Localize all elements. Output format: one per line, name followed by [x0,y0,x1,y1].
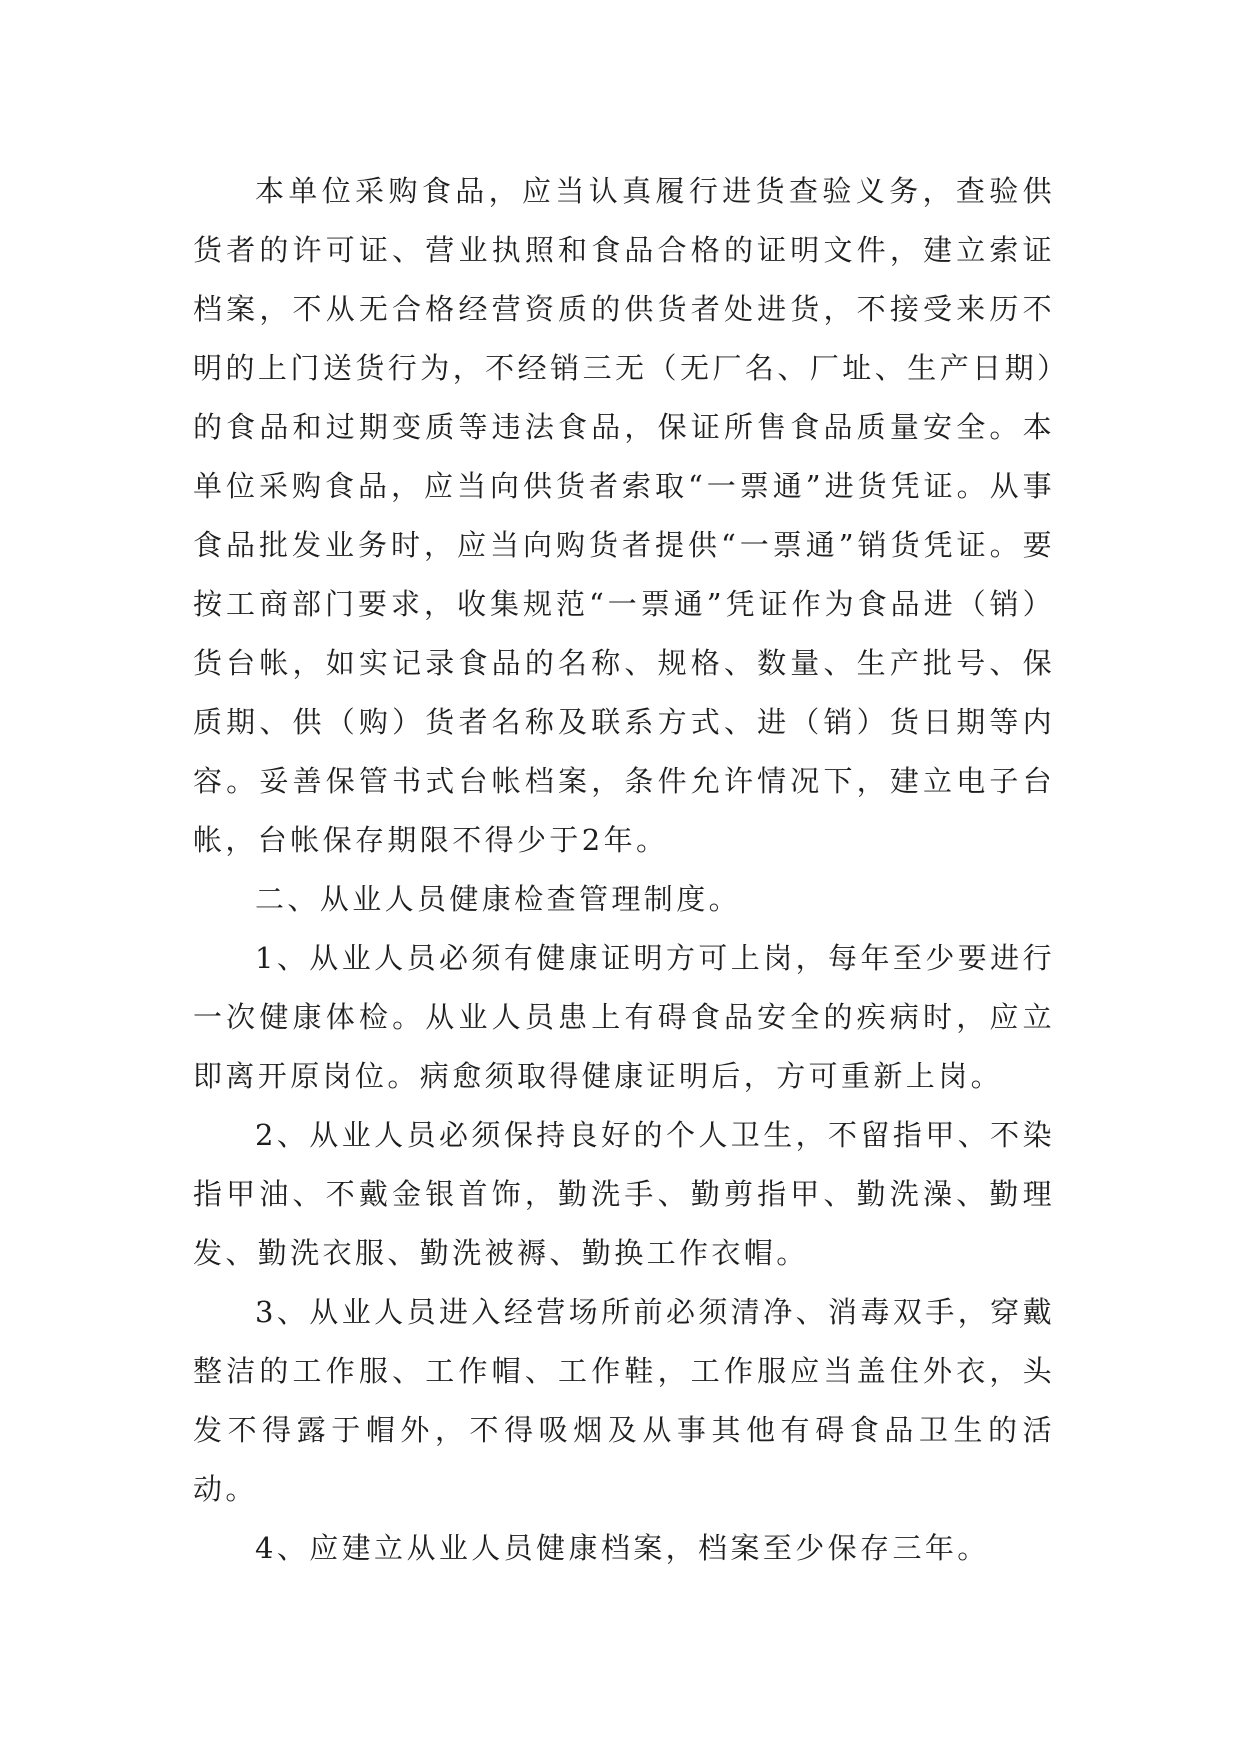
paragraph-purchase-inspection: 本单位采购食品，应当认真履行进货查验义务，查验供货者的许可证、营业执照和食品合格的证明文件，建立索证档案，不从无合格经营资质的供货者处进货，不接受来历不明的上门送货行为，不经销三无（无厂名、厂址、生产日期）的食品和过期变质等违法食品，保证所售食品质量安全。本单位采购食品，应当向供货者索取“一票通”进货凭证。从事食品批发业务时，应当向购货者提供“一票通”销货凭证。要按工商部门要求，收集规范“一票通”凭证作为食品进（销）货台帐，如实记录食品的名称、规格、数量、生产批号、保质期、供（购）货者名称及联系方式、进（销）货日期等内容。妥善保管书式台帐档案，条件允许情况下，建立电子台帐，台帐保存期限不得少于2年。 [193,174,1055,857]
paragraph-item-1: 1、从业人员必须有健康证明方可上岗，每年至少要进行一次健康体检。从业人员患上有碍食品安全的疾病时，应立即离开原岗位。病愈须取得健康证明后，方可重新上岗。 [193,941,1055,1093]
paragraph-item-4: 4、应建立从业人员健康档案，档案至少保存三年。 [255,1531,990,1565]
paragraph-item-2: 2、从业人员必须保持良好的个人卫生，不留指甲、不染指甲油、不戴金银首饰，勤洗手、勤剪指甲、勤洗澡、勤理发、勤洗衣服、勤洗被褥、勤换工作衣帽。 [193,1118,1055,1270]
document-body [193,162,1055,1578]
section-heading-health-check: 二、从业人员健康检查管理制度。 [255,882,742,916]
paragraph-item-3: 3、从业人员进入经营场所前必须清净、消毒双手，穿戴整洁的工作服、工作帽、工作鞋，工作服应当盖住外衣，头发不得露于帽外，不得吸烟及从事其他有碍食品卫生的活动。 [193,1295,1055,1506]
